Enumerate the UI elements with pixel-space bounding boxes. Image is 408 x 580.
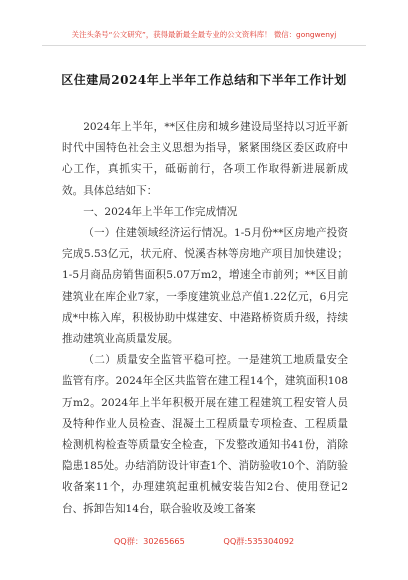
document-title: 区住建局2024年上半年工作总结和下半年工作计划	[61, 73, 347, 87]
header-divider	[42, 45, 366, 46]
footer-qq-group-1: QQ群：30265665	[113, 536, 185, 546]
footer-qq-group-2: QQ群:535304092	[223, 536, 295, 546]
paragraph-safety: （二）质量安全监管平稳可控。一是建筑工地质量安全监管有序。2024年全区共监管在建工程14个，建筑面积108万m2。2024年上半年积极开展在建工程建筑工程安管人员及特种作业人员检查、混凝土工程质量专项检查、工程质量检测机构检查等质量安全检查，下发整改通知书41份，消除隐患185处。办结消防设计审查1个、消防验收10个、消防验收备案11个，办理建筑起重机械安装告知2台、使用登记2台、拆卸告知14台，联合验收及竣工备案	[62, 354, 348, 515]
footer-qq-groups	[0, 536, 408, 547]
header-banner: 关注头条号“公文研究”，获得最新最全最专业的公文资料库！ 微信：gongwenyj	[71, 30, 337, 39]
section-heading: 一、2024年上半年工作完成情况	[83, 205, 238, 218]
paragraph-intro: 2024年上半年，**区住房和城乡建设局坚持以习近平新时代中国特色社会主义思想为指导，紧紧围绕区委区政府中心工作，真抓实干，砥砺前行，各项工作取得新进展新成效。具体总结如下：	[62, 121, 348, 197]
document-body	[62, 117, 348, 520]
paragraph-economy: （一）住建领域经济运行情况。1-5月份**区房地产投资完成5.53亿元，状元府、悦溪杏林等房地产项目加快建设；1-5月商品房销售面积5.07万m2，增速全市前列；**区目前建筑业在库企业7家，一季度建筑业总产值1.22亿元，6月完成*中栋入库，积极协助中煤建安、中港路桥资质升级，持续推动建筑业高质量发展。	[62, 227, 348, 346]
